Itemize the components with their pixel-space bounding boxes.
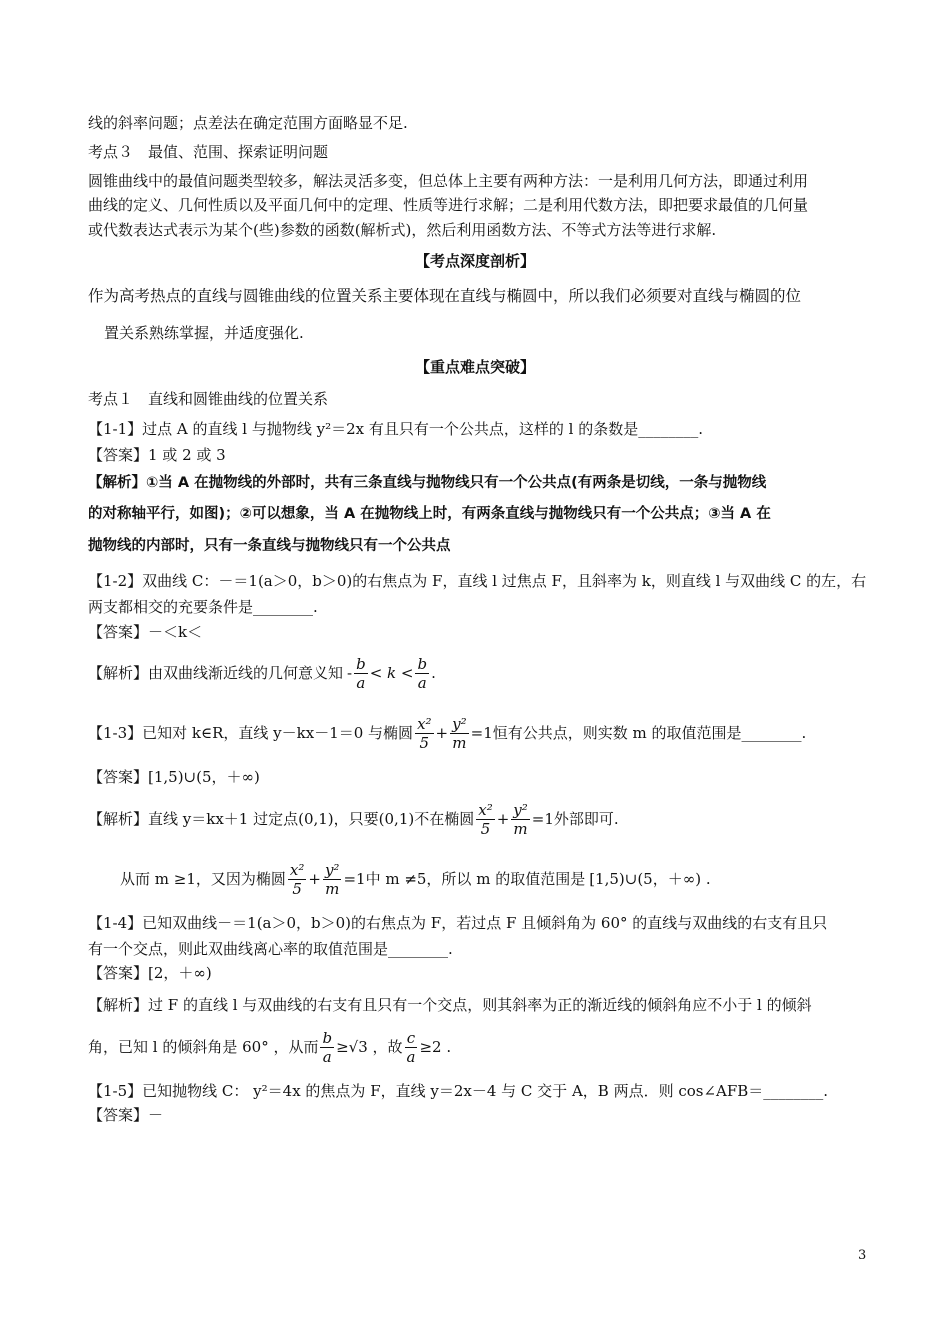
analysis-text: 【解析】由双曲线渐近线的几何意义知: [88, 664, 344, 682]
analysis-1-3-cont: 从而 m ≥1，又因为椭圆 $\frac{\text{x²}}{5}$ + $\frac{\text{y²}}{m}$ =1 中 m ≠5，所以 m 的取值范围是 [1,5)∪(5，＋∞) .: [120, 860, 711, 898]
analysis-1-2: 【解析】由双曲线渐近线的几何意义知 - $\frac{b}{a}$ < k < $\frac{b}{a}$ .: [88, 654, 436, 692]
fraction-b-over-a: $\frac{b}{a}$: [322, 1028, 333, 1066]
section-heading: 【重点难点突破】: [414, 358, 535, 376]
question-1-2: 【1-2】双曲线 C：－＝1(a＞0，b＞0)的右焦点为 F，直线 l 过焦点 F，且斜率为 k，则直线 l 与双曲线 C 的左，右: [88, 572, 867, 590]
inequality: < k <: [369, 664, 414, 682]
fraction-c-over-a: $\frac{c}{a}$: [406, 1028, 416, 1066]
answer-1-2: 【答案】－＜k＜: [88, 623, 203, 641]
minus-sign: -: [347, 664, 353, 682]
text-line: 曲线的定义、几何性质以及平面几何中的定理、性质等进行求解；二是利用代数方法，即把要求最值的几何量: [88, 196, 809, 214]
answer-1-5: 【答案】－: [88, 1106, 164, 1124]
page-number: 3: [858, 1248, 867, 1263]
text-line: 线的斜率问题；点差法在确定范围方面略显不足.: [88, 114, 408, 132]
fraction-x2-over-5: $\frac{\text{x²}}{5}$: [289, 860, 305, 898]
analysis-1-4: 【解析】过 F 的直线 l 与双曲线的右支有且只有一个交点，则其斜率为正的渐近线的倾斜角应不小于 l 的倾斜: [88, 996, 812, 1014]
fraction-y2-over-m: $\frac{\text{y²}}{m}$: [324, 860, 340, 898]
fraction-b-over-a: $\frac{b}{a}$: [356, 654, 366, 692]
question-1-1: 【1-1】过点 A 的直线 l 与抛物线 y²＝2x 有且只有一个公共点，这样的 l 的条数是________.: [88, 420, 703, 438]
analysis-1-4-cont: 角，已知 l 的倾斜角是 60° ，从而 $\frac{b}{a}$ ≥√3 ，故 $\frac{c}{a}$ ≥2 .: [88, 1028, 452, 1066]
fraction-x2-over-5: $\frac{\text{x²}}{5}$: [417, 714, 432, 752]
question-1-4: 【1-4】已知双曲线－＝1(a＞0，b＞0)的右焦点为 F，若过点 F 且倾斜角为 60° 的直线与双曲线的右支有且只: [88, 914, 828, 932]
text-line: 作为高考热点的直线与圆锥曲线的位置关系主要体现在直线与椭圆中，所以我们必须要对直线与椭圆的位: [88, 287, 802, 305]
answer-1-1: 【答案】1 或 2 或 3: [88, 446, 226, 464]
fraction-x2-over-5: $\frac{\text{x²}}{5}$: [478, 800, 493, 838]
fraction-y2-over-m: $\frac{\text{y²}}{m}$: [452, 714, 467, 752]
analysis-1-1: 【解析】①当 A 在抛物线的外部时，共有三条直线与抛物线只有一个公共点(有两条是切线，一条与抛物线: [88, 475, 767, 491]
text-line: 置关系熟练掌握，并适度强化.: [104, 324, 304, 342]
text-line: 或代数表达式表示为某个(些)参数的函数(解析式)，然后利用函数方法、不等式方法等进行求解.: [88, 221, 717, 239]
question-1-4: 有一个交点，则此双曲线离心率的取值范围是________.: [88, 940, 453, 958]
analysis-1-3: 【解析】直线 y＝kx＋1 过定点(0,1)，只要(0,1)不在椭圆 $\frac{\text{x²}}{5}$ + $\frac{\text{y²}}{m}$ =1 外部即可.: [88, 800, 619, 838]
section-heading: 【考点深度剖析】: [414, 252, 535, 270]
fraction-b-over-a: $\frac{b}{a}$: [417, 654, 428, 692]
text-line: 圆锥曲线中的最值问题类型较多，解法灵活多变，但总体上主要有两种方法：一是利用几何方法，即通过利用: [88, 172, 809, 190]
answer-1-3: 【答案】[1,5)∪(5，＋∞): [88, 768, 260, 786]
question-1-2: 两支都相交的充要条件是________.: [88, 598, 318, 616]
fraction-y2-over-m: $\frac{\text{y²}}{m}$: [513, 800, 528, 838]
question-1-3: 【1-3】已知对 k∈R，直线 y－kx－1＝0 与椭圆 $\frac{\text{x²}}{5}$ + $\frac{\text{y²}}{m}$ =1 恒有公共点，则实数 m 的取值范围是________.: [88, 714, 807, 752]
analysis-1-1: 抛物线的内部时，只有一条直线与抛物线只有一个公共点: [88, 538, 451, 554]
analysis-1-1: 的对称轴平行，如图)；②可以想象，当 A 在抛物线上时，有两条直线与抛物线只有一个公共点；③当 A 在: [88, 506, 771, 522]
text-line: 考点１ 直线和圆锥曲线的位置关系: [88, 390, 329, 408]
text-line: 考点３ 最值、范围、探索证明问题: [88, 143, 329, 161]
question-1-5: 【1-5】已知抛物线 C： y²＝4x 的焦点为 F，直线 y＝2x－4 与 C 交于 A，B 两点．则 cos∠AFB＝________.: [88, 1082, 829, 1100]
answer-1-4: 【答案】[2，＋∞): [88, 964, 212, 982]
